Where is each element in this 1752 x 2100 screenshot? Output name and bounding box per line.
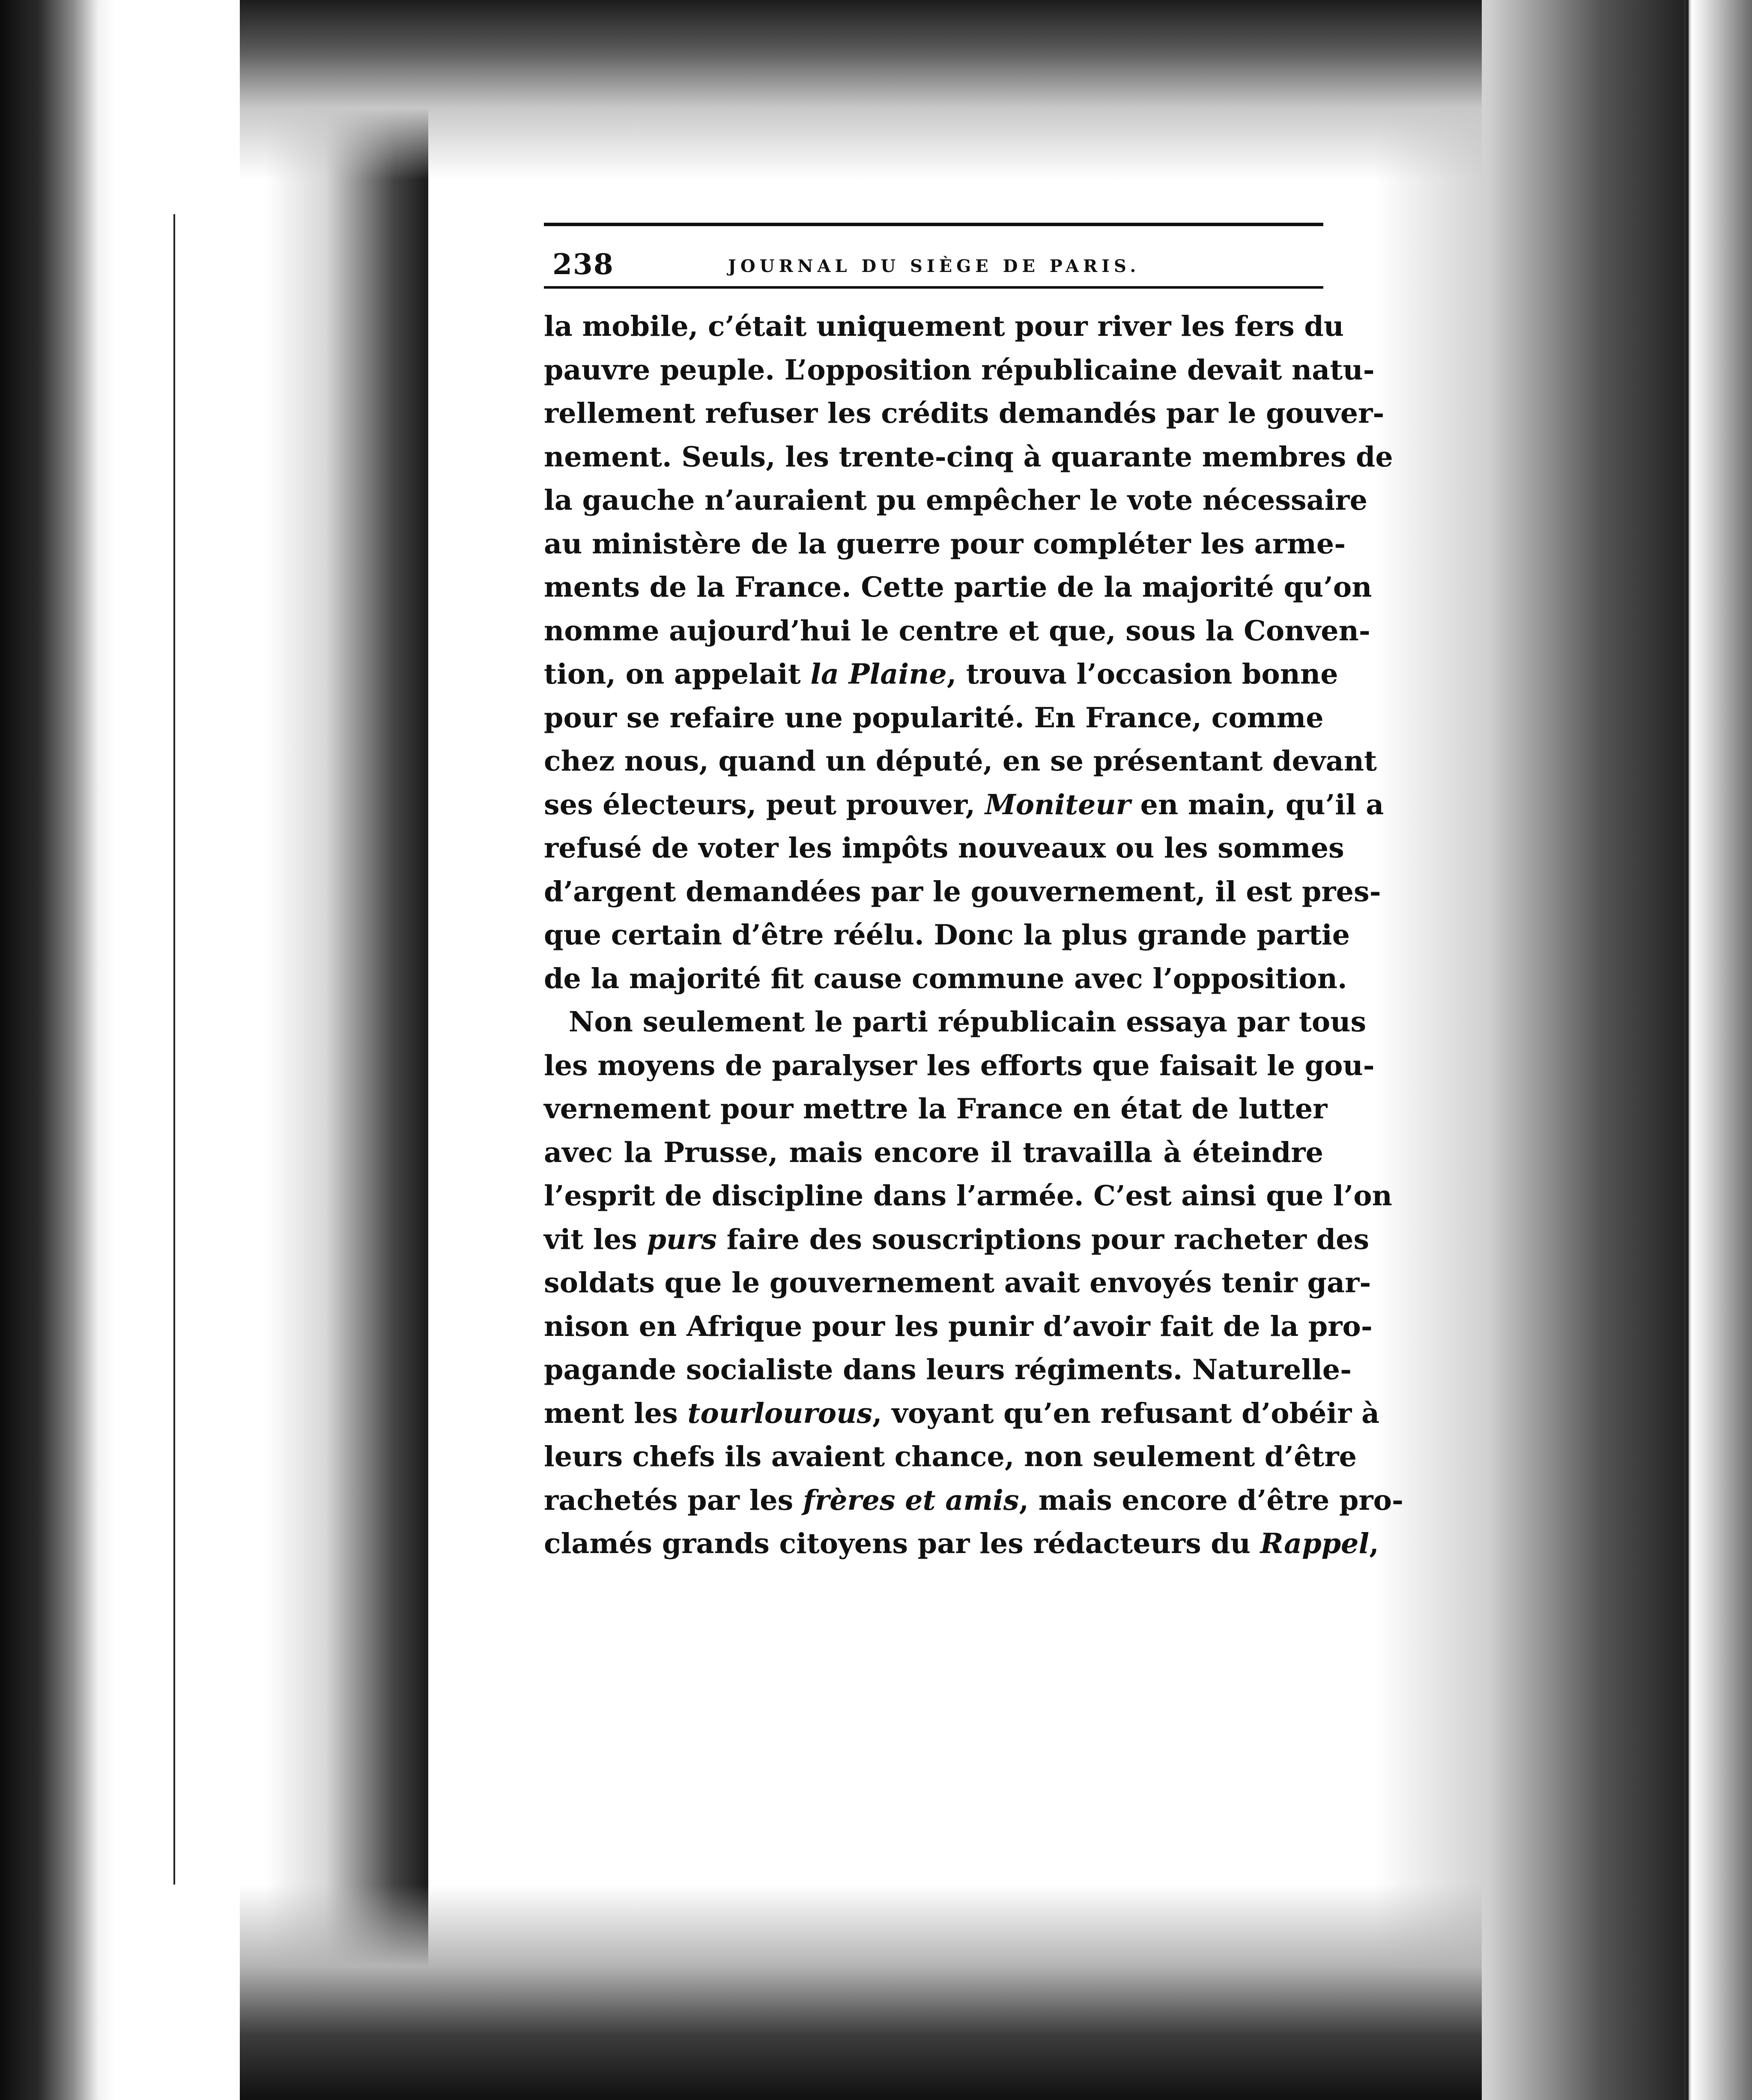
text-run: clamés grands citoyens par les rédacteurs du <box>544 1527 1260 1560</box>
text-run: que certain d’être réélu. Donc la plus grande partie <box>544 919 1350 951</box>
text-line <box>544 1131 1323 1175</box>
text-run: nomme aujourd’hui le centre et que, sous la Conven- <box>544 614 1370 647</box>
text-run: leurs chefs ils avaient chance, non seulement d’être <box>544 1440 1357 1473</box>
text-run: avec la Prusse, mais encore il travailla à éteindre <box>544 1136 1323 1169</box>
text-run: la gauche n’auraient pu empêcher le vote nécessaire <box>544 484 1367 517</box>
page-number: 238 <box>552 248 614 281</box>
text-line <box>544 436 1393 479</box>
text-run: en main, qu’il a <box>1130 788 1384 821</box>
text-run: la mobile, c’était uniquement pour river les fers du <box>544 310 1344 343</box>
header-rule-top <box>544 223 1323 226</box>
text-run: vernement pour mettre la France en état de lutter <box>544 1093 1328 1125</box>
page-edge-line <box>1685 0 1689 2100</box>
text-run: vit les <box>544 1223 647 1256</box>
text-run: pour se refaire une popularité. En France, comme <box>544 701 1324 734</box>
italic-text: frères et amis <box>803 1484 1019 1517</box>
text-run: l’esprit de discipline dans l’armée. C’est ainsi que l’on <box>544 1180 1392 1212</box>
text-line <box>544 1522 1379 1566</box>
text-line <box>544 870 1381 914</box>
italic-text: Rappel <box>1260 1527 1370 1560</box>
text-line <box>544 609 1370 653</box>
text-line <box>544 305 1344 349</box>
text-line <box>544 1392 1380 1436</box>
text-line <box>544 653 1338 696</box>
text-line <box>544 740 1377 783</box>
text-line <box>544 566 1372 609</box>
text-line <box>544 1218 1370 1262</box>
text-run: pauvre peuple. L’opposition républicaine devait natu- <box>544 353 1375 386</box>
text-run: , <box>1369 1527 1379 1560</box>
scan-edge-top <box>240 0 1482 180</box>
text-run: pagande socialiste dans leurs régiments. Naturelle- <box>544 1353 1352 1386</box>
book-page <box>544 223 1404 1566</box>
text-line <box>544 523 1346 566</box>
text-line <box>544 1261 1371 1305</box>
text-line <box>544 392 1385 436</box>
text-run: ment les <box>544 1397 688 1430</box>
text-line <box>544 1348 1352 1392</box>
italic-text: la Plaine <box>810 658 947 690</box>
text-line <box>544 1435 1357 1479</box>
text-line <box>544 696 1323 740</box>
text-run: refusé de voter les impôts nouveaux ou les sommes <box>544 832 1344 864</box>
scan-edge-bottom <box>240 1885 1482 2100</box>
text-line <box>544 827 1344 870</box>
italic-text: Moniteur <box>985 788 1131 821</box>
text-run: , voyant qu’en refusant d’obéir à <box>872 1397 1380 1430</box>
text-run: nison en Afrique pour les punir d’avoir fait de la pro- <box>544 1310 1373 1343</box>
text-run: ses électeurs, peut prouver, <box>544 788 985 821</box>
page-header <box>544 226 1323 286</box>
text-line <box>544 957 1347 1001</box>
page-edge-line <box>173 214 175 1885</box>
text-run: , trouva l’occasion bonne <box>946 658 1338 690</box>
text-run: , mais encore d’être pro- <box>1019 1484 1404 1517</box>
text-run: tion, on appelait <box>544 658 811 690</box>
text-run: faire des souscriptions pour racheter des <box>716 1223 1370 1256</box>
text-run: nement. Seuls, les trente-cinq à quarante membres de <box>544 440 1393 473</box>
text-line <box>544 914 1350 957</box>
text-run: rachetés par les <box>544 1484 803 1517</box>
body-text <box>544 305 1404 1566</box>
text-run: chez nous, quand un député, en se présentant devant <box>544 745 1377 777</box>
text-run: ments de la France. Cette partie de la majorité qu’on <box>544 571 1372 603</box>
text-line <box>544 1174 1392 1218</box>
running-title: JOURNAL DU SIÈGE DE PARIS. <box>728 256 1140 276</box>
scan-edge-right <box>1375 0 1752 2100</box>
text-line <box>544 1044 1375 1088</box>
text-run: rellement refuser les crédits demandés par le gouver- <box>544 397 1385 430</box>
scan-edge-left <box>0 0 428 2100</box>
text-run: de la majorité fit cause commune avec l’opposition. <box>544 962 1347 995</box>
header-rule-bottom <box>544 286 1323 289</box>
text-line <box>544 1087 1328 1131</box>
text-line <box>544 783 1384 827</box>
italic-text: tourlourous <box>687 1397 872 1430</box>
text-line <box>544 1479 1404 1523</box>
text-run: les moyens de paralyser les efforts que faisait le gou- <box>544 1049 1375 1082</box>
text-run: Non seulement le parti républicain essaya par tous <box>569 1006 1367 1038</box>
text-line <box>544 349 1375 392</box>
text-line <box>544 479 1367 523</box>
text-line <box>544 1001 1367 1044</box>
text-run: au ministère de la guerre pour compléter les arme- <box>544 527 1346 560</box>
text-line <box>544 1305 1373 1349</box>
text-run: d’argent demandées par le gouvernement, il est pres- <box>544 875 1381 908</box>
italic-text: purs <box>647 1223 717 1256</box>
text-run: soldats que le gouvernement avait envoyés tenir gar- <box>544 1267 1371 1299</box>
